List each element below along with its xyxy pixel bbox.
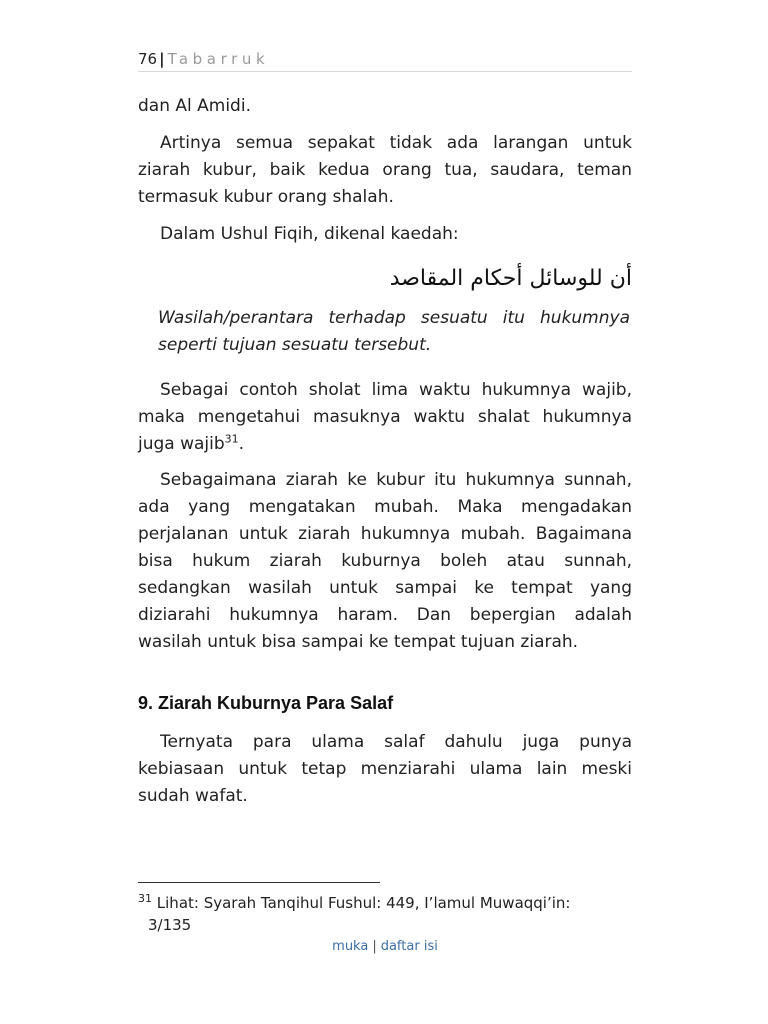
footnote-ref[interactable]: 31 <box>224 432 239 446</box>
footnote-text-line1: Lihat: Syarah Tanqihul Fushul: 449, I’lamul Muwaqqi’in: <box>156 894 571 912</box>
running-header <box>138 49 632 72</box>
paragraph-ziarah-ruling: Sebagaimana ziarah ke kubur itu hukumnya sunnah, ada yang mengatakan mubah. Maka mengadakan perjalanan untuk ziarah hukumnya mubah. Bagaimana bisa hukum ziarah kuburnya boleh atau sunnah, sedangkan wasilah untuk sampai ke tempat yang diziarahi hukumnya haram. Dan bepergian adalah wasilah untuk bisa sampai ke tempat tujuan ziarah. <box>138 470 632 652</box>
paragraph-example-end: . <box>238 434 245 454</box>
footnote-number: 31 <box>138 892 152 905</box>
table-of-contents-link[interactable]: daftar isi <box>380 939 438 954</box>
paragraph-example <box>138 377 632 458</box>
footnote <box>138 892 632 936</box>
page-number: 76 <box>138 50 158 68</box>
paragraph-example-text: Sebagai contoh sholat lima waktu hukumnya wajib, maka mengetahui masuknya waktu shalat hukumnya juga wajib <box>138 380 632 454</box>
paragraph-continuation: dan Al Amidi. <box>138 96 251 116</box>
footnote-divider <box>138 882 380 883</box>
running-title: Tabarruk <box>167 50 270 68</box>
nav-separator: | <box>372 939 377 954</box>
maxim-translation: Wasilah/perantara terhadap sesuatu itu hukumnya seperti tujuan sesuatu tersebut. <box>158 308 630 355</box>
paragraph-ushul-fiqih: Dalam Ushul Fiqih, dikenal kaedah: <box>160 224 459 244</box>
home-link[interactable]: muka <box>332 939 369 954</box>
section-heading: 9. Ziarah Kuburnya Para Salaf <box>138 693 394 713</box>
arabic-maxim: أن للوسائل أحكام المقاصد <box>389 266 632 291</box>
page-navigation <box>138 937 632 957</box>
header-separator: | <box>159 50 165 68</box>
book-page <box>138 0 632 1024</box>
paragraph-salaf: Ternyata para ulama salaf dahulu juga punya kebiasaan untuk tetap menziarahi ulama lain meski sudah wafat. <box>138 732 632 806</box>
footnote-text-line2: 3/135 <box>148 916 192 934</box>
paragraph-agreement: Artinya semua sepakat tidak ada larangan untuk ziarah kubur, baik kedua orang tua, saudara, teman termasuk kubur orang shalah. <box>138 133 632 207</box>
